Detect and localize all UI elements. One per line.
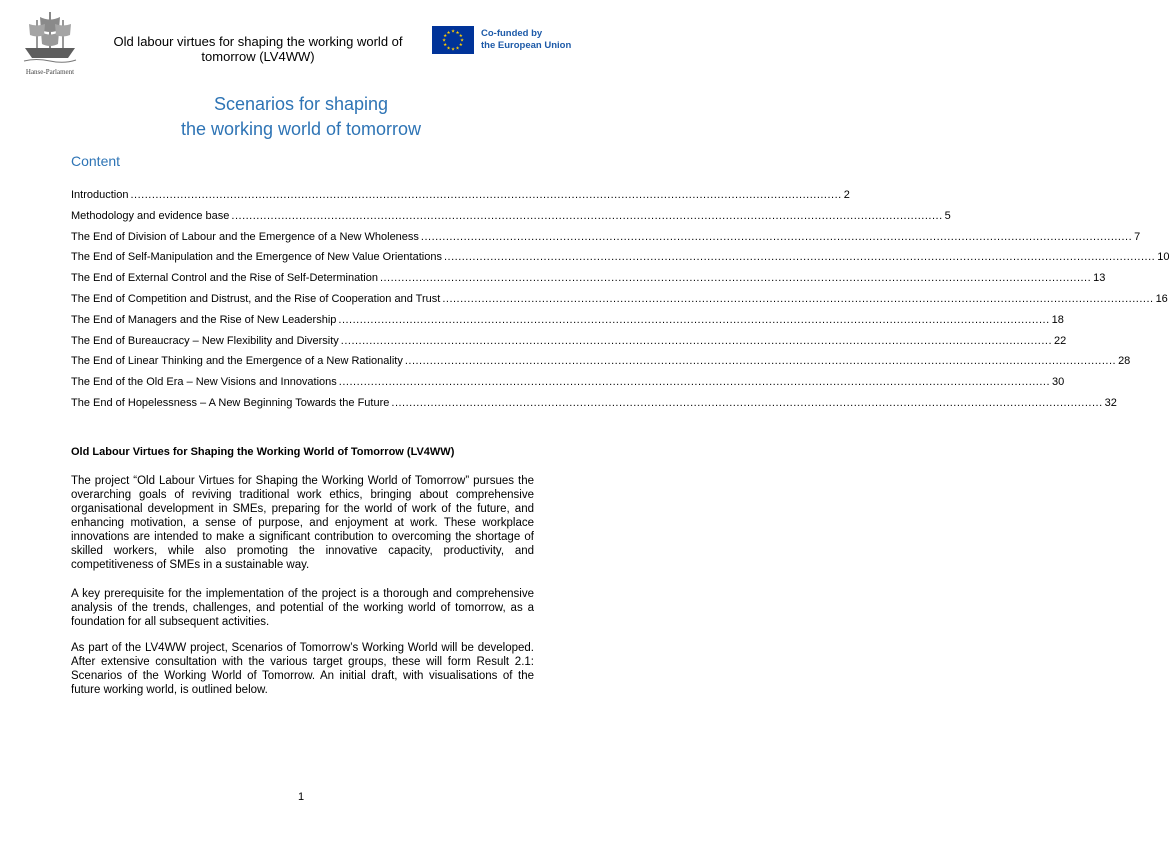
toc-dot-leader: ........................................................................................................................................................................................................ <box>442 292 1154 305</box>
page-number: 1 <box>297 791 305 803</box>
eu-text-line1: Co-funded by <box>481 28 543 39</box>
eu-star-icon: ★ <box>443 33 448 39</box>
toc-entry[interactable] <box>71 251 1169 272</box>
toc-entry-label[interactable]: Methodology and evidence base <box>71 209 230 222</box>
eu-star-icon: ★ <box>455 29 460 35</box>
toc-entry[interactable] <box>71 313 1064 335</box>
toc-entry[interactable] <box>71 292 1168 314</box>
toc-dot-leader: ........................................................................................................................................................................................................ <box>391 396 1103 409</box>
eu-star-icon: ★ <box>446 45 451 51</box>
toc-entry-label[interactable]: The End of Competition and Distrust, and the Rise of Cooperation and Trust <box>71 292 441 305</box>
eu-star-icon: ★ <box>458 33 463 39</box>
toc-entry-page[interactable]: 5 <box>944 209 951 222</box>
eu-cofunded-text <box>481 28 571 52</box>
toc-entry-label[interactable]: The End of Managers and the Rise of New Leadership <box>71 313 337 326</box>
toc-dot-leader: ........................................................................................................................................................................................................ <box>338 376 1051 389</box>
logo-caption: Hanse-Parlament <box>25 68 75 76</box>
toc-entry[interactable] <box>71 376 1065 397</box>
toc-entry-page[interactable]: 22 <box>1054 334 1067 347</box>
toc-entry-page[interactable]: 30 <box>1052 376 1065 389</box>
toc-entry-label[interactable]: The End of Bureaucracy – New Flexibility and Diversity <box>71 334 339 347</box>
toc-entry-page[interactable]: 7 <box>1134 230 1141 243</box>
toc-entry-page[interactable]: 2 <box>843 189 850 201</box>
eu-star-icon: ★ <box>450 46 456 52</box>
toc-dot-leader: ........................................................................................................................................................................................................ <box>340 334 1053 347</box>
paragraph-key-prerequisite: A key prerequisite for the implementation of the project is a thorough and comprehensive analysis of the trends, challenges, and potential of the working world of tomorrow, as a foundation for all subsequent activities. <box>71 588 534 628</box>
eu-star-icon: ★ <box>446 29 451 35</box>
eu-star-icon: ★ <box>459 37 465 43</box>
hanse-parlament-logo <box>14 8 86 78</box>
toc-entry[interactable] <box>71 230 1141 252</box>
table-of-contents <box>71 189 1169 418</box>
toc-dot-leader: ........................................................................................................................................................................................................ <box>404 355 1117 368</box>
eu-star-icon: ★ <box>443 42 448 48</box>
document-title-line1: Scenarios for shaping <box>213 94 389 114</box>
eu-cofunded-logo <box>432 26 571 54</box>
paragraph-scenarios: As part of the LV4WW project, Scenarios of Tomorrow’s Working World will be developed. After extensive consultation with the various target groups, these will form Result 2.1: Scenarios of the Working World of Tomorrow. An initial draft, with visualisations of the future working world, is outlined below. <box>71 642 534 696</box>
toc-entry[interactable] <box>71 272 1106 293</box>
eu-star-icon: ★ <box>458 42 463 48</box>
toc-entry-page[interactable]: 13 <box>1093 272 1106 285</box>
toc-entry-label[interactable]: The End of Linear Thinking and the Emergence of a New Rationality <box>71 355 403 368</box>
toc-dot-leader: ........................................................................................................................................................................................................ <box>130 189 842 201</box>
toc-entry-label[interactable]: The End of Hopelessness – A New Beginning Towards the Future <box>71 396 390 409</box>
toc-entry-label[interactable]: The End of Self-Manipulation and the Emergence of New Value Orientations <box>71 251 442 264</box>
eu-star-icon: ★ <box>441 37 447 43</box>
toc-dot-leader: ........................................................................................................................................................................................................ <box>443 251 1156 264</box>
toc-entry-page[interactable]: 28 <box>1118 355 1131 368</box>
eu-text-line2: the European Union <box>481 40 572 51</box>
toc-entry[interactable] <box>71 396 1117 418</box>
eu-star-icon: ★ <box>450 28 456 34</box>
eu-star-icon: ★ <box>455 45 460 51</box>
toc-entry-label[interactable]: The End of External Control and the Rise of Self-Determination <box>71 272 378 285</box>
toc-heading: Content <box>71 153 121 169</box>
toc-dot-leader: ........................................................................................................................................................................................................ <box>379 272 1092 285</box>
toc-entry[interactable] <box>71 189 850 210</box>
toc-entry-page[interactable]: 18 <box>1051 313 1064 326</box>
toc-entry[interactable] <box>71 355 1131 376</box>
toc-dot-leader: ........................................................................................................................................................................................................ <box>338 313 1050 326</box>
document-title <box>0 92 602 142</box>
paragraph-project-goals: The project “Old Labour Virtues for Shaping the Working World of Tomorrow” pursues the overarching goals of reviving traditional work ethics, bringing about comprehensive organisational development in SMEs, preparing for the world of work of the future, and enhancing motivation, a sense of purpose, and enjoyment at work. These workplace innovations are intended to make a significant contribution to overcoming the shortage of skilled workers, while also promoting the innovative capacity, productivity, and competitiveness of SMEs in a sustainable way. <box>71 475 534 571</box>
eu-flag-icon <box>432 26 474 54</box>
section-heading: Old Labour Virtues for Shaping the Working World of Tomorrow (LV4WW) <box>71 446 455 458</box>
toc-entry[interactable] <box>71 209 951 231</box>
document-title-line2: the working world of tomorrow <box>180 119 422 139</box>
header-title: Old labour virtues for shaping the working world of tomorrow (LV4WW) <box>113 34 403 64</box>
toc-entry-page[interactable]: 16 <box>1155 292 1168 305</box>
toc-entry-page[interactable]: 32 <box>1104 396 1117 409</box>
toc-entry-page[interactable]: 10 <box>1157 251 1169 264</box>
ship-icon <box>22 8 78 66</box>
toc-dot-leader: ........................................................................................................................................................................................................ <box>420 230 1133 243</box>
toc-entry[interactable] <box>71 334 1067 356</box>
toc-entry-label[interactable]: The End of Division of Labour and the Emergence of a New Wholeness <box>71 230 419 243</box>
toc-dot-leader: ........................................................................................................................................................................................................ <box>231 209 943 222</box>
toc-entry-label[interactable]: The End of the Old Era – New Visions and Innovations <box>71 376 337 389</box>
toc-entry-label[interactable]: Introduction <box>71 189 129 201</box>
